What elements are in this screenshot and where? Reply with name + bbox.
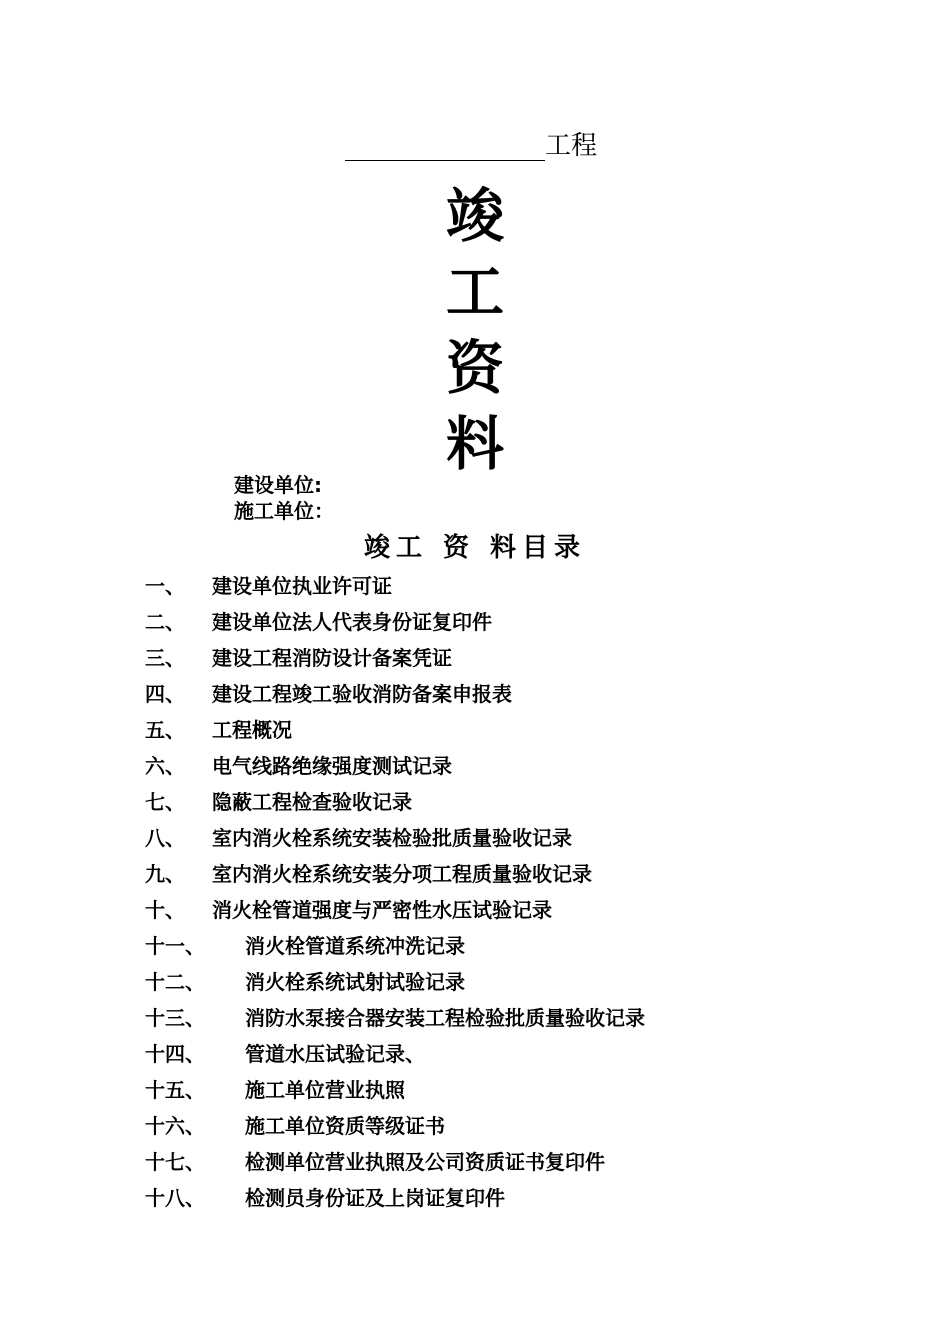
document-title (0, 178, 950, 482)
toc-item-text: 室内消火栓系统安装分项工程质量验收记录 (212, 862, 592, 886)
toc-item-number: 四、 (145, 682, 185, 706)
toc-item-text: 工程概况 (212, 718, 292, 742)
project-name-blank (345, 130, 545, 161)
toc-item (145, 856, 865, 892)
toc-item-number: 六、 (145, 754, 185, 778)
toc-item-text: 建设单位法人代表身份证复印件 (212, 610, 492, 634)
toc-item-text: 消火栓管道强度与严密性水压试验记录 (212, 898, 552, 922)
toc-item (145, 1180, 865, 1216)
toc-item-text: 电气线路绝缘强度测试记录 (212, 754, 452, 778)
toc-item (145, 892, 865, 928)
toc-item-number: 十七、 (145, 1150, 205, 1174)
toc-item (145, 676, 865, 712)
toc-item-text: 检测单位营业执照及公司资质证书复印件 (245, 1150, 605, 1174)
toc-item-number: 三、 (145, 646, 185, 670)
toc-item (145, 640, 865, 676)
toc-item-number: 九、 (145, 862, 185, 886)
toc-item-text: 施工单位营业执照 (245, 1078, 405, 1102)
toc-item-number: 十四、 (145, 1042, 205, 1066)
title-char: 工 (445, 258, 504, 326)
title-char: 资 (445, 334, 504, 402)
toc-item-number: 十、 (145, 898, 185, 922)
toc-item (145, 1072, 865, 1108)
unit-info (234, 472, 334, 524)
toc-item-number: 十五、 (145, 1078, 205, 1102)
toc-item-text: 检测员身份证及上岗证复印件 (245, 1186, 505, 1210)
toc-item (145, 712, 865, 748)
toc-item (145, 1144, 865, 1180)
contractor-label: 施工单位： (234, 499, 334, 523)
toc-item (145, 964, 865, 1000)
toc-item-text: 消防水泵接合器安装工程检验批质量验收记录 (245, 1006, 645, 1030)
toc-item-number: 十一、 (145, 934, 205, 958)
toc-list (145, 568, 865, 1216)
toc-title: 竣工 资 料目录 (363, 533, 587, 563)
toc-item-text: 隐蔽工程检查验收记录 (212, 790, 412, 814)
toc-item (145, 568, 865, 604)
toc-item-number: 十二、 (145, 970, 205, 994)
toc-item (145, 928, 865, 964)
toc-item (145, 604, 865, 640)
toc-item-number: 二、 (145, 610, 185, 634)
toc-item-text: 建设工程竣工验收消防备案申报表 (212, 682, 512, 706)
toc-item-number: 八、 (145, 826, 185, 850)
toc-item-number: 十八、 (145, 1186, 205, 1210)
toc-item-number: 十六、 (145, 1114, 205, 1138)
builder-label: 建设单位: (234, 473, 322, 497)
toc-item-number: 五、 (145, 718, 185, 742)
title-char: 料 (445, 410, 504, 478)
title-char: 竣 (445, 182, 504, 250)
toc-item (145, 748, 865, 784)
toc-item-text: 消火栓系统试射试验记录 (245, 970, 465, 994)
toc-item-number: 一、 (145, 574, 185, 598)
toc-item-text: 施工单位资质等级证书 (245, 1114, 445, 1138)
toc-item (145, 784, 865, 820)
project-name-line (345, 130, 625, 166)
toc-item-text: 建设工程消防设计备案凭证 (212, 646, 452, 670)
toc-item-text: 室内消火栓系统安装检验批质量验收记录 (212, 826, 572, 850)
toc-item (145, 1108, 865, 1144)
project-suffix: 工程 (545, 131, 598, 161)
toc-item-text: 消火栓管道系统冲洗记录 (245, 934, 465, 958)
toc-item (145, 1000, 865, 1036)
toc-item-text: 建设单位执业许可证 (212, 574, 392, 598)
toc-item-number: 十三、 (145, 1006, 205, 1030)
toc-item (145, 820, 865, 856)
toc-item-number: 七、 (145, 790, 185, 814)
toc-item-text: 管道水压试验记录、 (245, 1042, 425, 1066)
toc-item (145, 1036, 865, 1072)
